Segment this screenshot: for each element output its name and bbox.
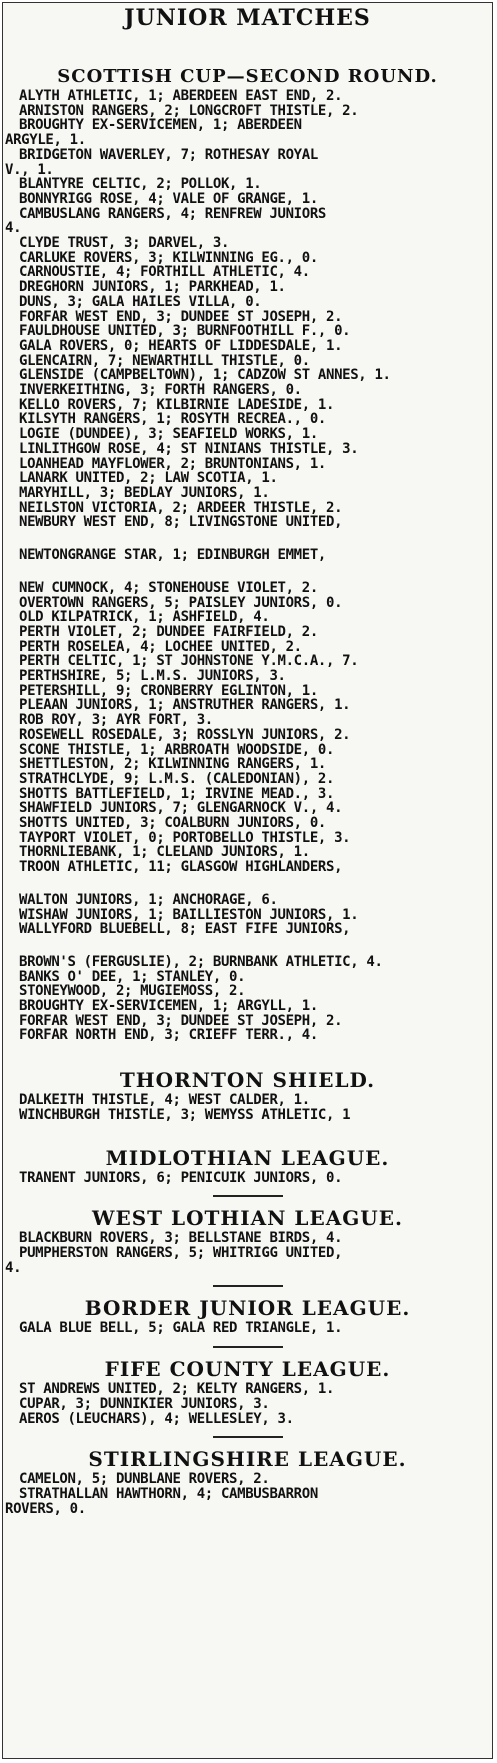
result-line: CUPAR, 3; DUNNIKIER JUNIORS, 3. <box>19 1396 270 1412</box>
result-line: SHAWFIELD JUNIORS, 7; GLENGARNOCK V., 4. <box>19 801 343 817</box>
section-divider <box>213 1346 283 1348</box>
result-line: KELLO ROVERS, 7; KILBIRNIE LADESIDE, 1. <box>19 397 335 413</box>
result-line: GALA BLUE BELL, 5; GALA RED TRIANGLE, 1. <box>19 1321 343 1337</box>
result-line: NEWTONGRANGE STAR, 1; EDINBURGH EMMET, <box>19 548 326 563</box>
midlothian-heading: MIDLOTHIAN LEAGUE. <box>105 1145 390 1170</box>
section-divider <box>213 1195 283 1197</box>
result-line: BLACKBURN ROVERS, 3; BELLSTANE BIRDS, 4. <box>19 1231 343 1246</box>
result-line: PERTH ROSELEA, 4; LOCHEE UNITED, 2. <box>19 639 302 655</box>
result-line: LOANHEAD MAYFLOWER, 2; BRUNTONIANS, 1. <box>19 456 326 472</box>
result-line: SHOTTS UNITED, 3; COALBURN JUNIORS, 0. <box>19 816 326 831</box>
result-line: SHETTLESTON, 2; KILWINNING RANGERS, 1. <box>19 757 326 772</box>
result-line: CAMELON, 5; DUNBLANE ROVERS, 2. <box>19 1472 270 1487</box>
result-line: PUMPHERSTON RANGERS, 5; WHITRIGG UNITED, <box>19 1246 343 1261</box>
result-line: PERTH VIOLET, 2; DUNDEE FAIRFIELD, 2. <box>19 624 318 640</box>
result-line: TRANENT JUNIORS, 6; PENICUIK JUNIORS, 0. <box>19 1170 343 1186</box>
result-line: LANARK UNITED, 2; LAW SCOTIA, 1. <box>19 471 278 486</box>
border-heading: BORDER JUNIOR LEAGUE. <box>84 1296 411 1321</box>
result-line: OVERTOWN RANGERS, 5; PAISLEY JUNIORS, 0. <box>19 595 343 611</box>
result-line: NEILSTON VICTORIA, 2; ARDEER THISTLE, 2. <box>19 500 343 516</box>
result-line: WINCHBURGH THISTLE, 3; WEMYSS ATHLETIC, 1 <box>19 1107 351 1123</box>
result-line: INVERKEITHING, 3; FORTH RANGERS, 0. <box>19 383 302 398</box>
result-line: NEW CUMNOCK, 4; STONEHOUSE VIOLET, 2. <box>19 580 318 596</box>
result-line: TROON ATHLETIC, 11; GLASGOW HIGHLANDERS, <box>19 860 343 875</box>
result-line: ALYTH ATHLETIC, 1; ABERDEEN EAST END, 2. <box>19 89 343 104</box>
result-line: ST ANDREWS UNITED, 2; KELTY RANGERS, 1. <box>19 1382 335 1397</box>
result-line: GALA ROVERS, 0; HEARTS OF LIDDESDALE, 1. <box>19 338 343 354</box>
result-line: BROWN'S (FERGUSLIE), 2; BURNBANK ATHLETIC, 4. <box>19 954 383 970</box>
border-results <box>3 1321 492 1336</box>
page-title: JUNIOR MATCHES <box>124 5 371 31</box>
result-line: GLENCAIRN, 7; NEWARTHILL THISTLE, 0. <box>19 353 310 369</box>
result-line: FORFAR WEST END, 3; DUNDEE ST JOSEPH, 2. <box>19 1013 343 1029</box>
result-line: ARGYLE, 1. <box>5 133 86 148</box>
result-line: MARYHILL, 3; BEDLAY JUNIORS, 1. <box>19 485 270 501</box>
result-line: STRATHALLAN HAWTHORN, 4; CAMBUSBARRON <box>19 1486 318 1502</box>
section-divider <box>213 1436 283 1438</box>
result-line: BROUGHTY EX-SERVICEMEN, 1; ARGYLL, 1. <box>19 999 318 1014</box>
result-line: THORNLIEBANK, 1; CLELAND JUNIORS, 1. <box>19 845 310 861</box>
midlothian-results <box>3 1171 492 1186</box>
result-line: PERTHSHIRE, 5; L.M.S. JUNIORS, 3. <box>19 669 286 684</box>
result-line: OLD KILPATRICK, 1; ASHFIELD, 4. <box>19 610 270 625</box>
result-line: 4. <box>5 1260 22 1276</box>
result-line: SHOTTS BATTLEFIELD, 1; IRVINE MEAD., 3. <box>19 786 335 802</box>
result-line: SCONE THISTLE, 1; ARBROATH WOODSIDE, 0. <box>19 742 335 758</box>
result-line: PETERSHILL, 9; CRONBERRY EGLINTON, 1. <box>19 683 318 699</box>
result-line: WISHAW JUNIORS, 1; BAILLIESTON JUNIORS, 1. <box>19 907 359 923</box>
west-lothian-results <box>3 1231 492 1275</box>
result-line: PERTH CELTIC, 1; ST JOHNSTONE Y.M.C.A., 7. <box>19 654 359 670</box>
result-line: ROVERS, 0. <box>5 1501 86 1517</box>
result-line: BANKS O' DEE, 1; STANLEY, 0. <box>19 969 246 985</box>
result-line: WALTON JUNIORS, 1; ANCHORAGE, 6. <box>19 892 278 908</box>
thornton-heading: THORNTON SHIELD. <box>119 1068 376 1093</box>
result-line: ROB ROY, 3; AYR FORT, 3. <box>19 713 213 728</box>
fife-results <box>3 1382 492 1426</box>
result-line: BROUGHTY EX-SERVICEMEN, 1; ABERDEEN <box>19 118 302 134</box>
result-line: AEROS (LEUCHARS), 4; WELLESLEY, 3. <box>19 1411 294 1427</box>
cup-results <box>3 89 492 1043</box>
fife-heading: FIFE COUNTY LEAGUE. <box>104 1357 391 1382</box>
result-line: BLANTYRE CELTIC, 2; POLLOK, 1. <box>19 177 262 192</box>
result-line: BRIDGETON WAVERLEY, 7; ROTHESAY ROYAL <box>19 147 318 163</box>
result-line: FORFAR NORTH END, 3; CRIEFF TERR., 4. <box>19 1028 318 1044</box>
result-line: STONEYWOOD, 2; MUGIEMOSS, 2. <box>19 984 246 1000</box>
result-line: PLEAAN JUNIORS, 1; ANSTRUTHER RANGERS, 1. <box>19 698 351 714</box>
result-line: STRATHCLYDE, 9; L.M.S. (CALEDONIAN), 2. <box>19 771 335 787</box>
result-line: KILSYTH RANGERS, 1; ROSYTH RECREA., 0. <box>19 412 326 428</box>
result-line: DREGHORN JUNIORS, 1; PARKHEAD, 1. <box>19 280 286 295</box>
stirling-heading: STIRLINGSHIRE LEAGUE. <box>88 1447 407 1472</box>
result-line: FAULDHOUSE UNITED, 3; BURNFOOTHILL F., 0. <box>19 324 351 339</box>
result-line: CARNOUSTIE, 4; FORTHILL ATHLETIC, 4. <box>19 265 310 281</box>
west-lothian-heading: WEST LOTHIAN LEAGUE. <box>92 1206 403 1231</box>
result-line: TAYPORT VIOLET, 0; PORTOBELLO THISTLE, 3. <box>19 830 351 846</box>
result-line: BONNYRIGG ROSE, 4; VALE OF GRANGE, 1. <box>19 191 318 207</box>
thornton-results <box>3 1093 492 1122</box>
stirling-results <box>3 1472 492 1516</box>
result-line: LINLITHGOW ROSE, 4; ST NINIANS THISTLE, 3. <box>19 441 359 457</box>
result-line: CAMBUSLANG RANGERS, 4; RENFREW JUNIORS <box>19 206 326 222</box>
section-divider <box>213 1285 283 1287</box>
result-line: WALLYFORD BLUEBELL, 8; EAST FIFE JUNIORS, <box>19 922 351 937</box>
result-line: LOGIE (DUNDEE), 3; SEAFIELD WORKS, 1. <box>19 427 318 442</box>
result-line: V., 1. <box>5 162 54 178</box>
newspaper-column <box>2 2 493 1759</box>
result-line: DALKEITH THISTLE, 4; WEST CALDER, 1. <box>19 1093 310 1108</box>
result-line: DUNS, 3; GALA HAILES VILLA, 0. <box>19 294 262 310</box>
result-line: GLENSIDE (CAMPBELTOWN), 1; CADZOW ST ANNES, 1. <box>19 368 391 384</box>
result-line: FORFAR WEST END, 3; DUNDEE ST JOSEPH, 2. <box>19 309 343 325</box>
result-line: CLYDE TRUST, 3; DARVEL, 3. <box>19 236 230 251</box>
result-line: NEWBURY WEST END, 8; LIVINGSTONE UNITED, <box>19 515 343 531</box>
result-line: CARLUKE ROVERS, 3; KILWINNING EG., 0. <box>19 250 318 266</box>
result-line: ROSEWELL ROSEDALE, 3; ROSSLYN JUNIORS, 2. <box>19 727 351 743</box>
result-line: 4. <box>5 221 22 237</box>
cup-heading: SCOTTISH CUP—SECOND ROUND. <box>57 66 438 87</box>
result-line: ARNISTON RANGERS, 2; LONGCROFT THISTLE, 2. <box>19 103 359 119</box>
